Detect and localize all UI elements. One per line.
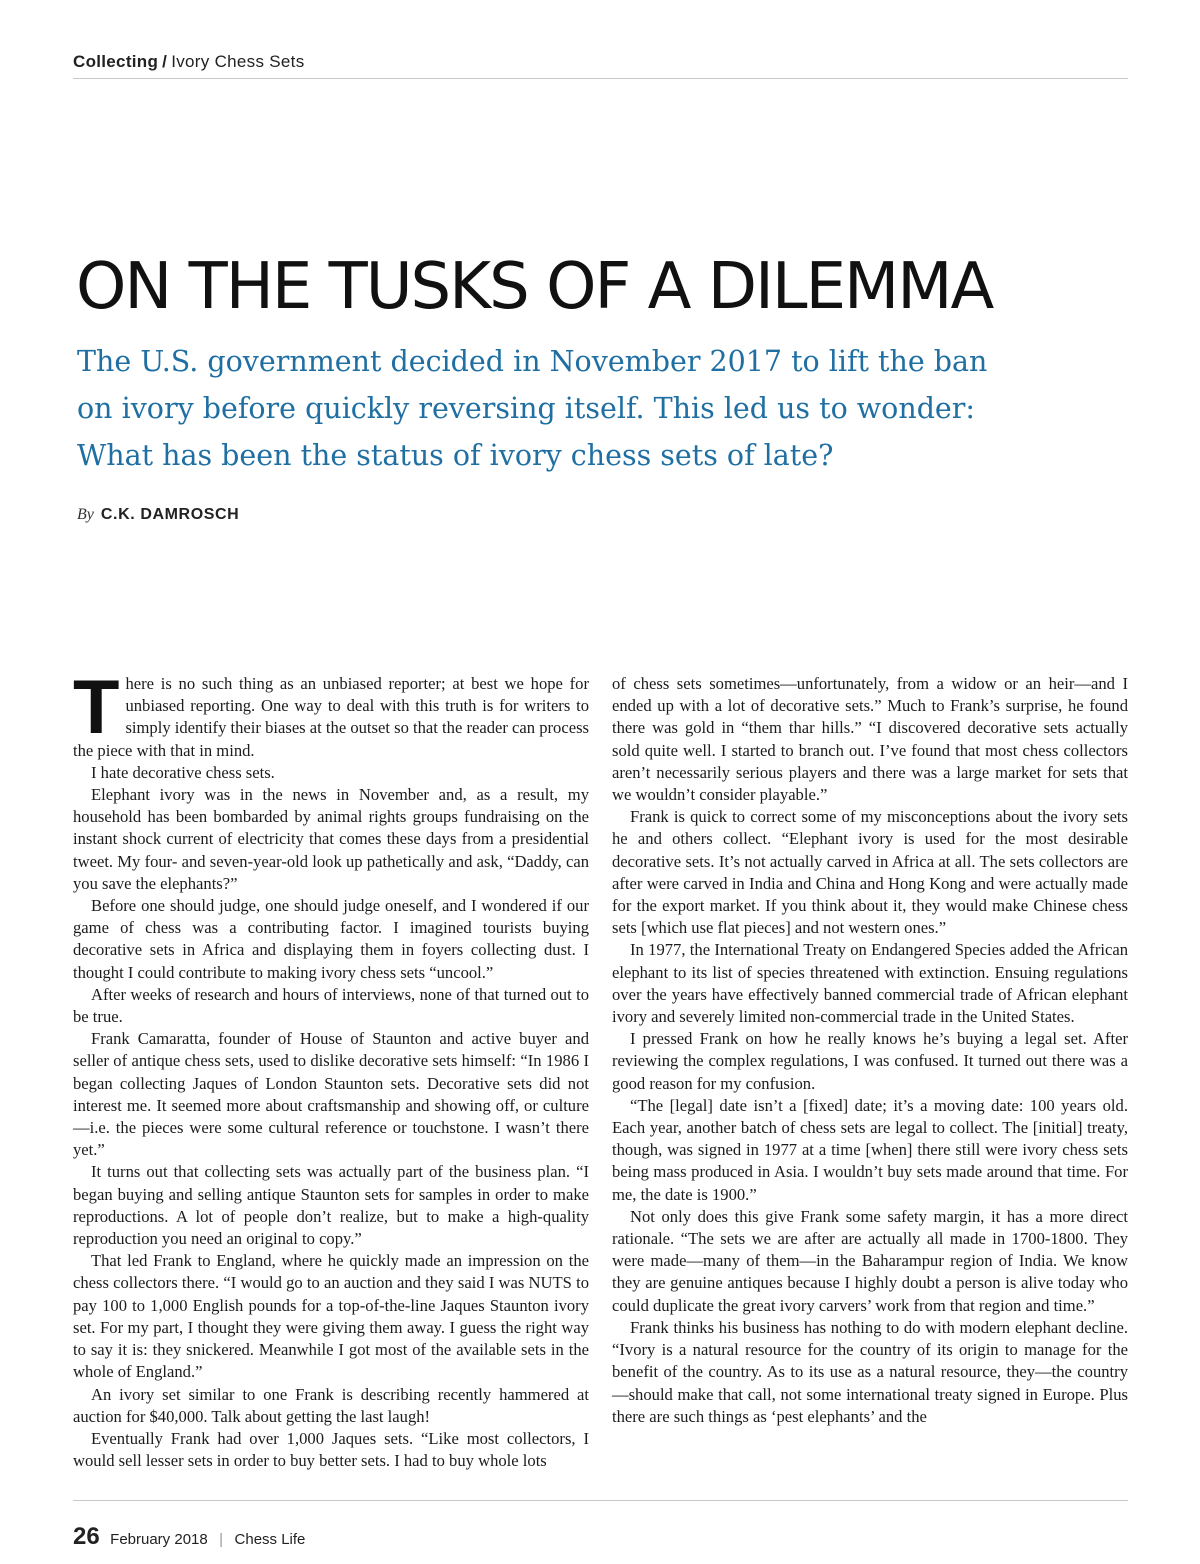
body-paragraph: In 1977, the International Treaty on Endangered Species added the African elephant to its list of species threatened with extinction. Ensuing regulations over the years have effectively banned commercial trade of African elephant ivory and severely limited non-commercial trade in the United States. [612, 940, 1128, 1027]
body-paragraph: Frank is quick to correct some of my misconceptions about the ivory sets he and others collect. “Elephant ivory is used for the most desirable decorative sets. It’s not actually carved in Africa at all. The sets collectors are after were carved in India and China and Hong Kong and were actually made for the export market. If you think about it, they would make Chinese chess sets [which use flat pieces] and not western ones.” [612, 807, 1128, 938]
body-paragraph: An ivory set similar to one Frank is describing recently hammered at auction for $40,000. Talk about getting the last laugh! [73, 1384, 589, 1426]
article-title: ON THE TUSKS OF A DILEMMA [76, 250, 993, 324]
issue-date: February 2018 [110, 1531, 208, 1548]
body-paragraph: of chess sets sometimes—unfortunately, from a widow or an heir—and I ended up with a lot of decorative sets.” Much to Frank’s surprise, he found there was gold in “them thar hills.” “I discovered decorative sets actually sold quite well. I started to branch out. I’ve found that most chess collectors aren’t necessarily serious players and there was a large market for sets that we wouldn’t consider playable.” [612, 674, 1128, 805]
body-paragraph: Eventually Frank had over 1,000 Jaques sets. “Like most collectors, I would sell lesser sets in order to buy better sets. I had to buy whole lots [73, 1428, 589, 1471]
article-dek: The U.S. government decided in November 2017 to lift the ban on ivory before quickly reversing itself. This led us to wonder: What has been the status of ivory chess sets of late? [77, 345, 988, 472]
body-paragraph: Frank Camaratta, founder of House of Staunton and active buyer and seller of antique chess sets, used to dislike decorative sets himself: “In 1986 I began collecting Jaques of London Staunton sets. Decorative sets did not interest me. It seemed more about craftsmanship and showing off, or culture—i.e. the pieces were some cultural reference or touchstone. I wasn’t there yet.” [73, 1029, 589, 1160]
magazine-name: Chess Life [234, 1531, 306, 1548]
section-topic: Ivory Chess Sets [171, 52, 305, 71]
body-paragraph: “The [legal] date isn’t a [fixed] date; it’s a moving date: 100 years old. Each year, another batch of chess sets are legal to collect. The [initial] treaty, though, was signed in 1977 at a time [when] there still were ivory chess sets being mass produced in Asia. I wouldn’t buy sets made around that time. For me, the date is 1900.” [612, 1095, 1128, 1204]
body-paragraph: Before one should judge, one should judge oneself, and I wondered if our game of chess was a contributing factor. I imagined tourists buying decorative sets in Africa and displaying them in foyers collecting dust. I thought I could contribute to making ivory chess sets “uncool.” [73, 896, 589, 982]
body-paragraph: I hate decorative chess sets. [91, 762, 275, 782]
body-column-right [612, 673, 1128, 1428]
body-paragraph: It turns out that collecting sets was actually part of the business plan. “I began buying and selling antique Staunton sets for samples in order to make reproductions. A lot of people don’t realize, but to make a high-quality reproduction you need an original to copy.” [73, 1162, 589, 1249]
body-paragraph: After weeks of research and hours of interviews, none of that turned out to be true. [73, 984, 589, 1027]
footer-divider: | [219, 1531, 224, 1548]
page-number: 26 [73, 1523, 100, 1550]
body-paragraph: Frank thinks his business has nothing to do with modern elephant decline. “Ivory is a natural resource for the country of its origin to manage for the benefit of the country. As to its use as a natural resource, they—the country—should make that call, not some international treaty signed in Europe. Plus there are such things as ‘pest elephants’ and the [612, 1317, 1128, 1426]
body-paragraph: There is no such thing as an unbiased reporter; at best we hope for unbiased reporting. One way to deal with this truth is for writers to simply identify their biases at the outset so that the reader can process the piece with that in mind. [73, 665, 590, 760]
body-paragraph: Not only does this give Frank some safety margin, it has a more direct rationale. “The sets we are after are actually all made in 1700-1800. They were made—many of them—in the Baharampur region of India. We know they are genuine antiques because I highly doubt a person is alive today who could duplicate the great ivory carvers’ work from that region and time.” [612, 1206, 1128, 1315]
header-separator: / [162, 52, 168, 71]
body-paragraph: Elephant ivory was in the news in November and, as a result, my household has been bombarded by animal rights groups fundraising on the instant shock current of electricity that comes these days from a presidential tweet. My four- and seven-year-old look up pathetically and ask, “Daddy, can you save the elephants?” [73, 785, 589, 893]
body-paragraph: That led Frank to England, where he quickly made an impression on the chess collectors there. “I would go to an auction and they said I was NUTS to pay 100 to 1,000 English pounds for a top-of-the-line Jaques Staunton ivory set. For my part, I thought they were giving them away. I guess the right way to say it is: they snickered. Meanwhile I got most of the available sets in the whole of England.” [73, 1251, 589, 1382]
page-footer [73, 1500, 1128, 1551]
body-column-left [73, 665, 590, 1472]
body-paragraph: I pressed Frank on how he really knows he’s buying a legal set. After reviewing the complex regulations, I was confused. It turned out there was a good reason for my confusion. [612, 1029, 1128, 1093]
running-header [73, 52, 1128, 79]
byline [77, 506, 239, 524]
section-label: Collecting [73, 52, 159, 71]
byline-prefix: By [77, 506, 94, 523]
drop-cap: T [73, 665, 120, 750]
author-name: C.K. DAMROSCH [100, 506, 240, 523]
